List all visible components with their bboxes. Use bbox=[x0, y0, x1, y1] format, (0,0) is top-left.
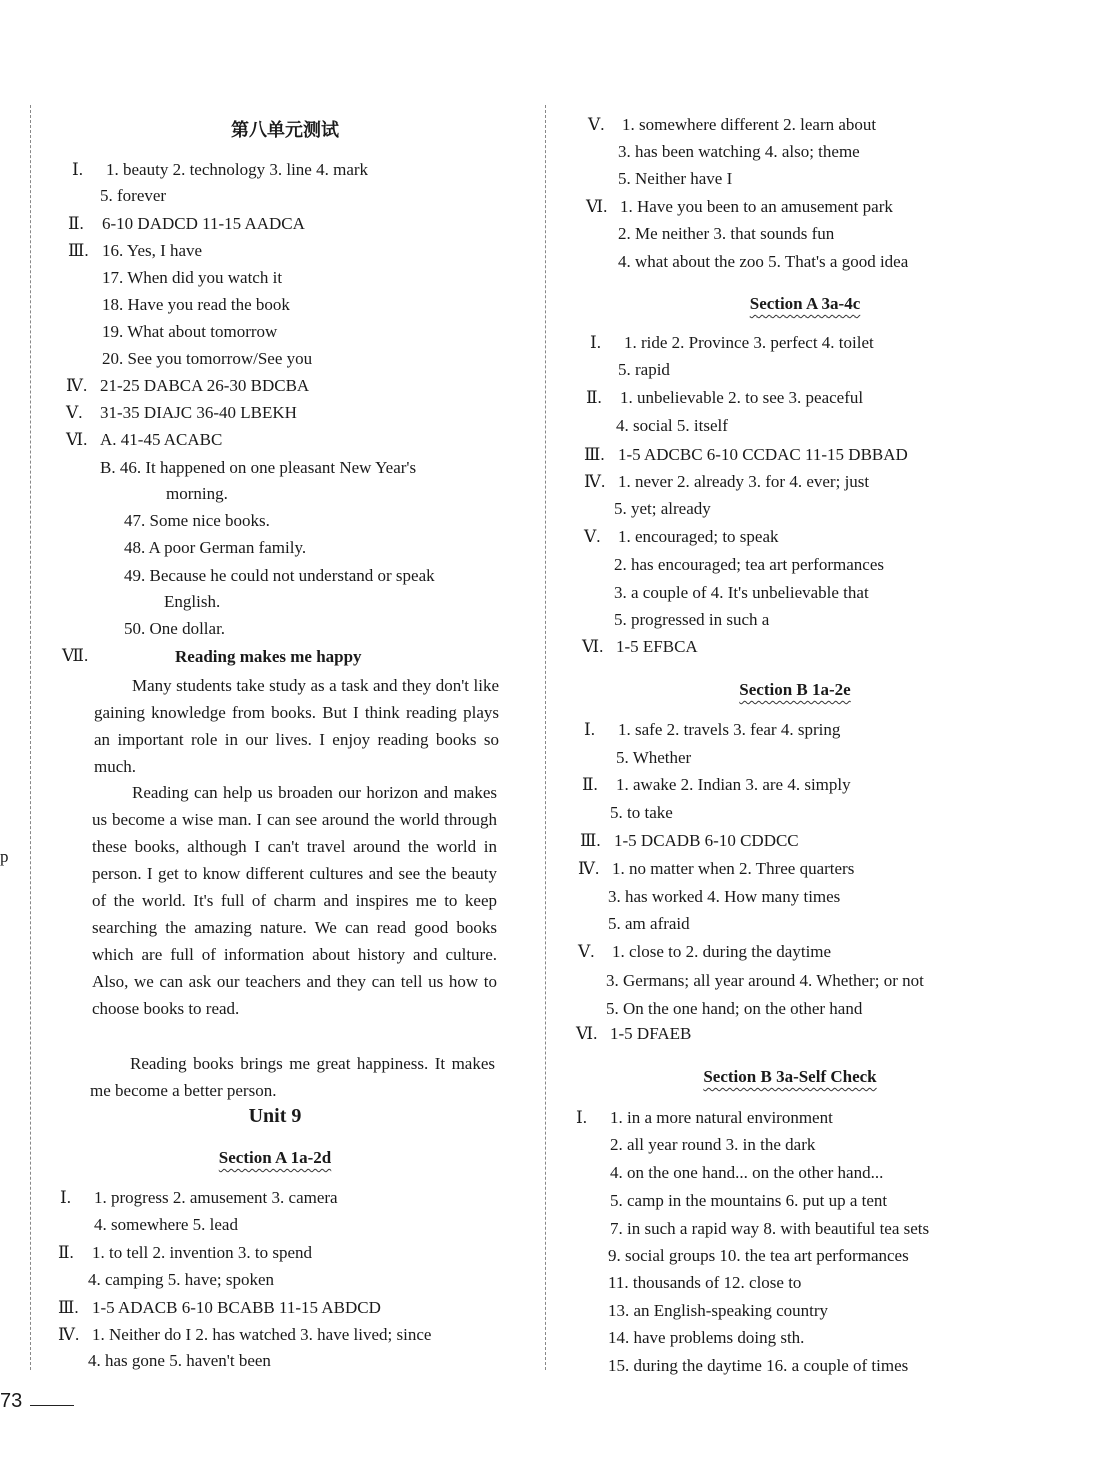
section-VII-num: Ⅶ. bbox=[62, 646, 89, 665]
section-VI-q49a: 49. Because he could not understand or speak bbox=[124, 566, 435, 585]
section-IV-line: Ⅳ. 21-25 DABCA 26-30 BDCBA bbox=[66, 376, 310, 395]
a3-V-line3: 3. a couple of 4. It's unbelievable that bbox=[614, 583, 869, 602]
u9-III-line: Ⅲ. 1-5 ADACB 6-10 BCABB 11-15 ABDCD bbox=[58, 1298, 381, 1317]
u9-IV-line1: Ⅳ. 1. Neither do I 2. has watched 3. have lived; since bbox=[58, 1325, 432, 1344]
page-number-rule bbox=[30, 1405, 74, 1406]
a3-V-line4: 5. progressed in such a bbox=[614, 610, 770, 629]
b1-V-line1: Ⅴ. 1. close to 2. during the daytime bbox=[578, 942, 832, 961]
r-VI-line2: 2. Me neither 3. that sounds fun bbox=[618, 224, 835, 243]
a3-III-line: Ⅲ. 1-5 ADCBC 6-10 CCDAC 11-15 DBBAD bbox=[584, 445, 908, 464]
essay-paragraph-3: Reading books brings me great happiness. It makes me become a better person. bbox=[90, 1054, 495, 1100]
a3-VI-line: Ⅵ. 1-5 EFBCA bbox=[582, 637, 698, 656]
u9-II-line1: Ⅱ. 1. to tell 2. invention 3. to spend bbox=[58, 1243, 313, 1262]
section-III-line1: Ⅲ. 16. Yes, I have bbox=[68, 241, 203, 260]
section-b-1a-2e-label: Section B 1a-2e bbox=[739, 680, 851, 699]
unit9-title: Unit 9 bbox=[248, 1105, 302, 1127]
section-VI-q47: 47. Some nice books. bbox=[124, 511, 270, 530]
section-VI-q46b: morning. bbox=[166, 484, 228, 503]
section-VI-line-a: Ⅵ. A. 41-45 ACABC bbox=[66, 430, 223, 449]
section-b-1a-2e-title bbox=[580, 678, 1010, 702]
section-III-line4: 19. What about tomorrow bbox=[102, 322, 278, 341]
b1-V-line3: 5. On the one hand; on the other hand bbox=[606, 999, 863, 1018]
b1-IV-line2: 3. has worked 4. How many times bbox=[608, 887, 841, 906]
r-VI-line3: 4. what about the zoo 5. That's a good idea bbox=[618, 252, 909, 271]
margin-fragment: p bbox=[0, 847, 9, 866]
a3-I-line2: 5. rapid bbox=[618, 360, 670, 379]
section-VI-q50: 50. One dollar. bbox=[124, 619, 226, 638]
b1-V-line2: 3. Germans; all year around 4. Whether; or not bbox=[606, 971, 924, 990]
section-a-3a-4c-title bbox=[590, 292, 1020, 316]
b3-line7: 11. thousands of 12. close to bbox=[608, 1273, 802, 1292]
section-III-line2: 17. When did you watch it bbox=[102, 268, 283, 287]
b3-line3: 4. on the one hand... on the other hand... bbox=[610, 1163, 884, 1182]
u9-I-line2: 4. somewhere 5. lead bbox=[94, 1215, 238, 1234]
b1-I-line2: 5. Whether bbox=[616, 748, 692, 767]
section-VI-q49b: English. bbox=[164, 592, 221, 611]
section-III-line3: 18. Have you read the book bbox=[102, 295, 290, 314]
section-b-3a-self-check-title bbox=[575, 1065, 1005, 1089]
section-a-3a-4c-label: Section A 3a-4c bbox=[749, 294, 861, 313]
r-V-line1: Ⅴ. 1. somewhere different 2. learn about bbox=[588, 115, 877, 134]
b3-line4: 5. camp in the mountains 6. put up a tent bbox=[610, 1191, 888, 1210]
b3-line6: 9. social groups 10. the tea art performances bbox=[608, 1246, 909, 1265]
essay-paragraph-1: Many students take study as a task and they don't like gaining knowledge from books. But I think reading plays an important role in our lives. I enjoy reading books so much. bbox=[94, 676, 499, 776]
section-VI-q46a: B. 46. It happened on one pleasant New Year's bbox=[100, 458, 417, 477]
section-I-line1: Ⅰ. 1. beauty 2. technology 3. line 4. mark bbox=[72, 160, 369, 179]
a3-V-line1: Ⅴ. 1. encouraged; to speak bbox=[584, 527, 779, 546]
u9-I-line1: Ⅰ. 1. progress 2. amusement 3. camera bbox=[60, 1188, 338, 1207]
section-a-1a-2d-title bbox=[60, 1146, 490, 1170]
section-a-1a-2d-label: Section A 1a-2d bbox=[218, 1148, 332, 1167]
b1-II-line2: 5. to take bbox=[610, 803, 673, 822]
u9-IV-line2: 4. has gone 5. haven't been bbox=[88, 1351, 271, 1370]
b3-line8: 13. an English-speaking country bbox=[608, 1301, 829, 1320]
b3-line2: 2. all year round 3. in the dark bbox=[610, 1135, 816, 1154]
unit8-test-title: 第八单元测试 bbox=[231, 120, 339, 140]
r-V-line3: 5. Neither have I bbox=[618, 169, 733, 188]
b3-line10: 15. during the daytime 16. a couple of times bbox=[608, 1356, 909, 1375]
a3-IV-line1: Ⅳ. 1. never 2. already 3. for 4. ever; just bbox=[584, 472, 870, 491]
b3-line1: Ⅰ. 1. in a more natural environment bbox=[576, 1108, 833, 1127]
b3-line9: 14. have problems doing sth. bbox=[608, 1328, 805, 1347]
b1-IV-line1: Ⅳ. 1. no matter when 2. Three quarters bbox=[578, 859, 855, 878]
section-b-3a-self-check-label: Section B 3a-Self Check bbox=[703, 1067, 877, 1086]
a3-I-line1: Ⅰ. 1. ride 2. Province 3. perfect 4. toilet bbox=[590, 333, 874, 352]
section-I-line2: 5. forever bbox=[100, 186, 167, 205]
a3-IV-line2: 5. yet; already bbox=[614, 499, 711, 518]
page-number: 73 bbox=[0, 1390, 23, 1412]
b1-II-line1: Ⅱ. 1. awake 2. Indian 3. are 4. simply bbox=[582, 775, 851, 794]
b3-line5: 7. in such a rapid way 8. with beautiful tea sets bbox=[610, 1219, 930, 1238]
u9-II-line2: 4. camping 5. have; spoken bbox=[88, 1270, 275, 1289]
section-V-line: Ⅴ. 31-35 DIAJC 36-40 LBEKH bbox=[66, 403, 297, 422]
b1-IV-line3: 5. am afraid bbox=[608, 914, 690, 933]
r-VI-line1: Ⅵ. 1. Have you been to an amusement park bbox=[586, 197, 893, 216]
section-III-line5: 20. See you tomorrow/See you bbox=[102, 349, 313, 368]
section-VI-q48: 48. A poor German family. bbox=[124, 538, 307, 557]
r-V-line2: 3. has been watching 4. also; theme bbox=[618, 142, 860, 161]
essay-title: Reading makes me happy bbox=[175, 647, 362, 666]
a3-II-line1: Ⅱ. 1. unbelievable 2. to see 3. peaceful bbox=[586, 388, 864, 407]
column-divider bbox=[545, 105, 546, 1370]
a3-II-line2: 4. social 5. itself bbox=[616, 416, 728, 435]
b1-I-line1: Ⅰ. 1. safe 2. travels 3. fear 4. spring bbox=[584, 720, 841, 739]
a3-V-line2: 2. has encouraged; tea art performances bbox=[614, 555, 884, 574]
left-margin-rule bbox=[30, 105, 31, 1370]
section-II-line: Ⅱ. 6-10 DADCD 11-15 AADCA bbox=[68, 214, 305, 233]
essay-paragraph-2: Reading can help us broaden our horizon and makes us become a wise man. I can see around the world through these books, although I can't travel around the world in person. I get to know different cultures and see the beauty of the world. It's full of charm and inspires me to keep searching the amazing nature. We can read good books which are full of information about history and culture. Also, we can ask our teachers and they can tell us how to choose books to read. bbox=[92, 783, 497, 1018]
b1-VI-line: Ⅵ. 1-5 DFAEB bbox=[576, 1024, 692, 1043]
b1-III-line: Ⅲ. 1-5 DCADB 6-10 CDDCC bbox=[580, 831, 799, 850]
